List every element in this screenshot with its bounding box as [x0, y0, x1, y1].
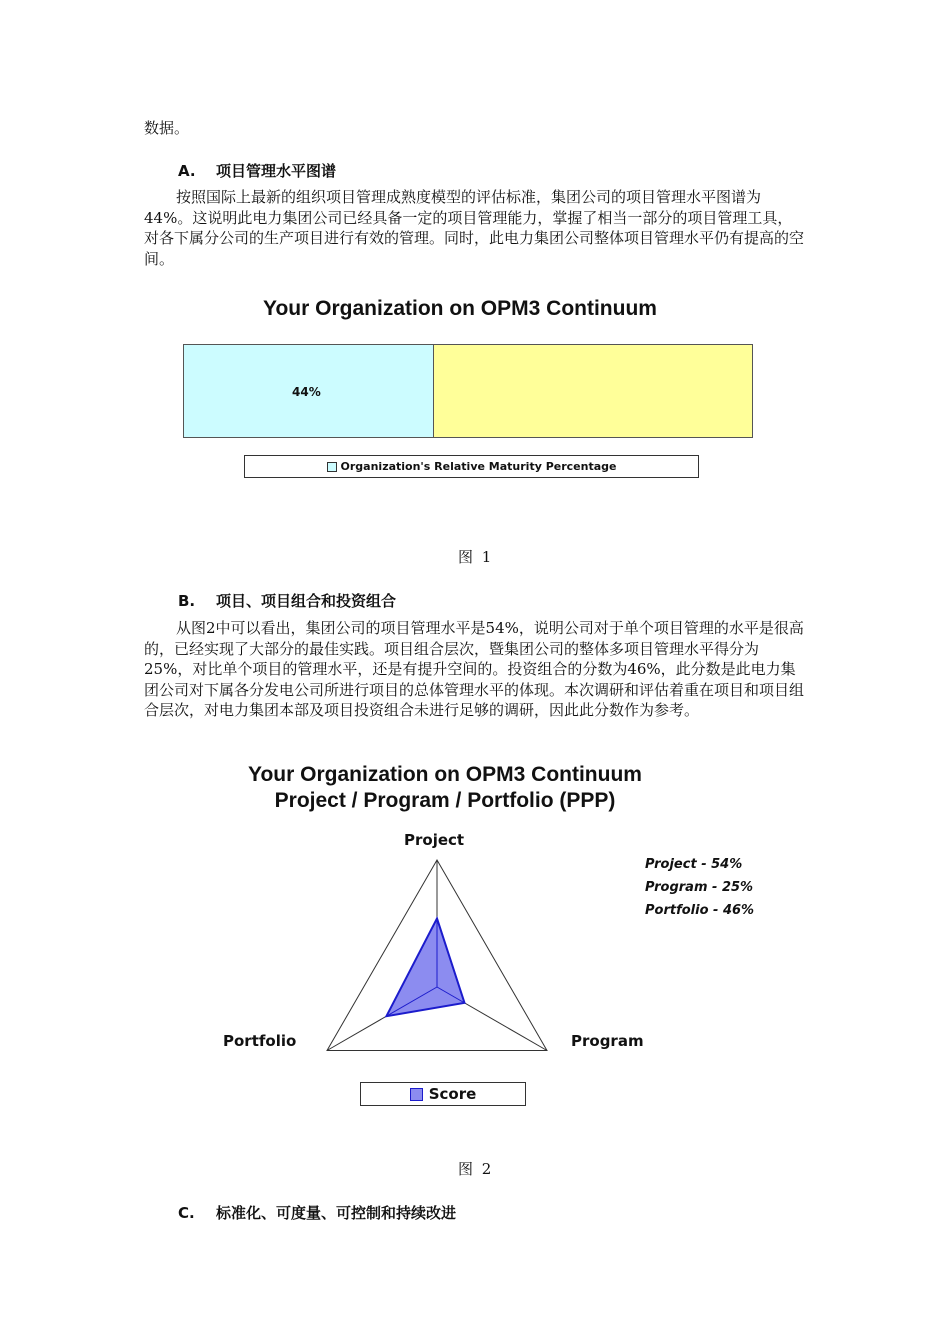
radar-score-polygon: [386, 918, 464, 1016]
heading-b: [178, 590, 396, 611]
chart1-legend: [244, 455, 699, 478]
caption-2: 图 2: [458, 1160, 494, 1178]
annotation-project: Project - 54%: [645, 857, 743, 872]
chart2-title: [145, 762, 745, 814]
chart1-remaining-segment: [434, 345, 752, 437]
annotation-portfolio: Portfolio - 46%: [645, 903, 755, 918]
heading-a-title: 项目管理水平图谱: [216, 162, 337, 180]
chart1-title: Your Organization on OPM3 Continuum: [263, 297, 657, 320]
chart2-legend-label: Score: [428, 1085, 477, 1103]
chart2-annotations: [645, 853, 754, 922]
radar-axis-label-program: Program: [571, 1032, 644, 1050]
annotation-program: Program - 25%: [645, 880, 754, 895]
chart2-title-line1: Your Organization on OPM3 Continuum: [248, 763, 642, 786]
chart1-bar: [183, 344, 753, 438]
continued-text: 数据。: [144, 119, 190, 137]
paragraph-a: 按照国际上最新的组织项目管理成熟度模型的评估标准，集团公司的项目管理水平图谱为44%。这说明此电力集团公司已经具备一定的项目管理能力，掌握了相当一部分的项目管理工具，对各下属分公司的生产项目进行有效的管理。同时，此电力集团公司整体项目管理水平仍有提高的空间。: [144, 188, 805, 268]
heading-a-letter: A.: [178, 162, 196, 180]
heading-c-letter: C.: [178, 1204, 195, 1222]
chart2-legend: [360, 1082, 526, 1106]
heading-b-letter: B.: [178, 592, 196, 610]
chart1-value-label: 44%: [292, 385, 321, 399]
chart2-title-line2: Project / Program / Portfolio (PPP): [274, 789, 616, 812]
caption-1: 图 1: [458, 548, 494, 566]
chart1-legend-swatch: [327, 462, 337, 472]
radar-axis-label-portfolio: Portfolio: [223, 1032, 297, 1050]
heading-b-title: 项目、项目组合和投资组合: [216, 592, 397, 610]
paragraph-b: 从图2中可以看出，集团公司的项目管理水平是54%，说明公司对于单个项目管理的水平是很高的，已经实现了大部分的最佳实践。项目组合层次，暨集团公司的整体多项目管理水平得分为25%，对比单个项目的管理水平，还是有提升空间的。投资组合的分数为46%，此分数是此电力集团公司对下属各分发电公司所进行项目的总体管理水平的体现。本次调研和评估着重在项目和项目组合层次，对电力集团本部及项目投资组合未进行足够的调研，因此此分数作为参考。: [144, 619, 805, 719]
heading-c-title: 标准化、可度量、可控制和持续改进: [216, 1204, 457, 1222]
chart1-legend-label: Organization's Relative Maturity Percentage: [340, 460, 617, 473]
heading-a: [178, 160, 336, 181]
heading-c: [178, 1202, 456, 1223]
chart2-legend-swatch: [410, 1088, 423, 1101]
radar-axis-label-project: Project: [404, 831, 465, 849]
chart2-radar: [200, 820, 700, 1060]
